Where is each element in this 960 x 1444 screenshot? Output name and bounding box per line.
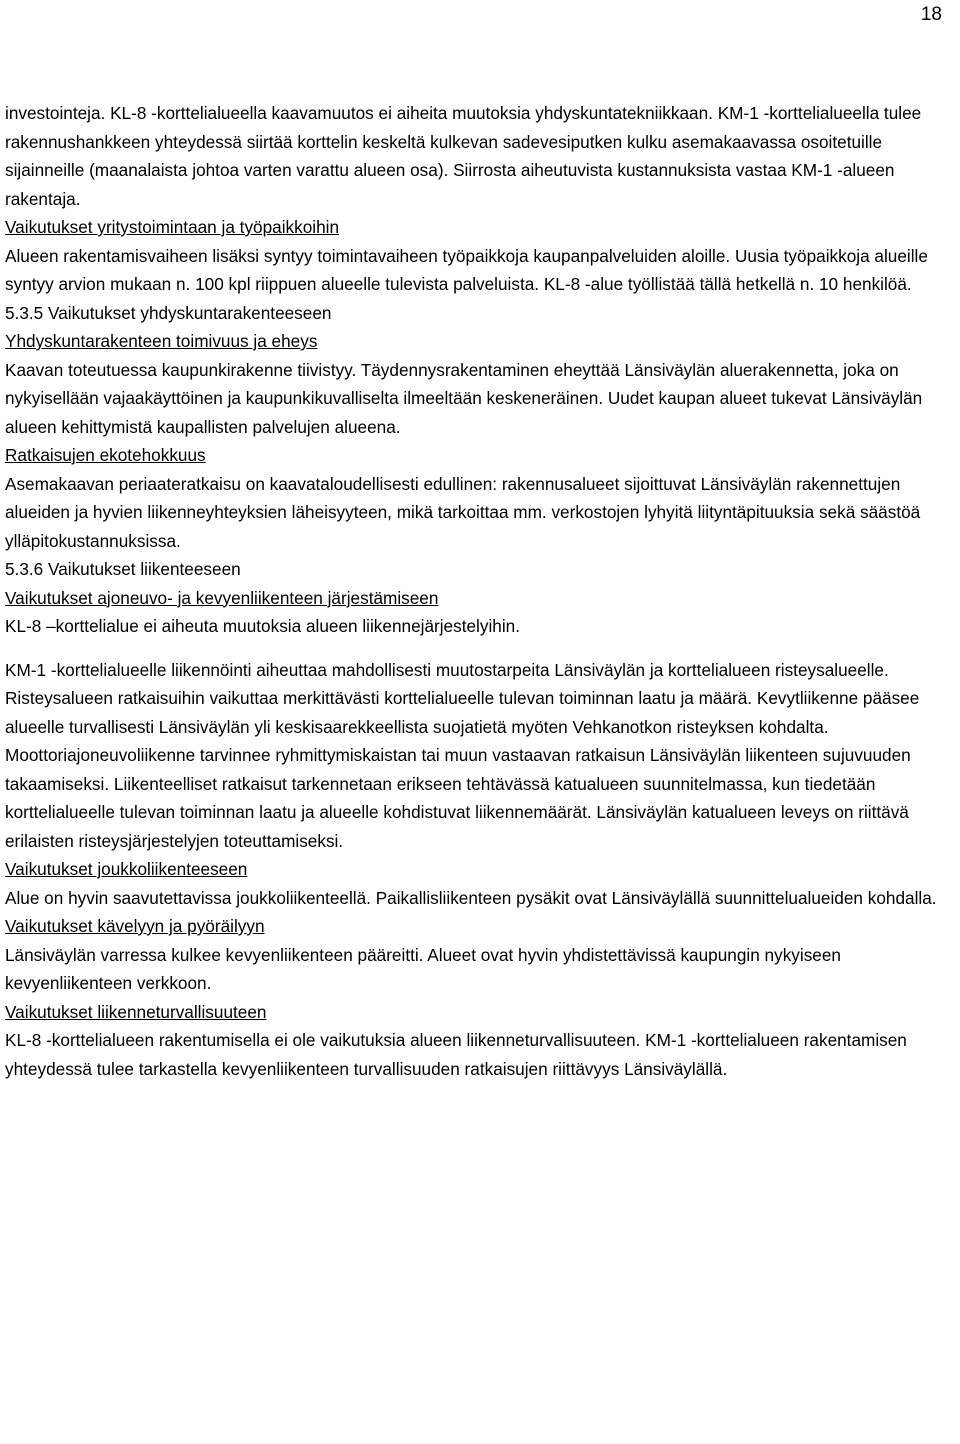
- subheading-traffic-safety: Vaikutukset liikenneturvallisuuteen: [5, 1001, 267, 1022]
- paragraph-business-jobs: Alueen rakentamisvaiheen lisäksi syntyy toimintavaiheen työpaikkoja kaupanpalveluiden aloille. Uusia työpaikkoja alueille syntyy arvion mukaan n. 100 kpl riippuen alueelle tulevista palveluista. KL-8 -alue työllistää tällä hetkellä n. 10 henkilöä.: [5, 245, 928, 294]
- paragraph-eco-efficiency: Asemakaavan periaateratkaisu on kaavataloudellisesti edullinen: rakennusalueet sijoittuvat Länsiväylän rakennettujen alueiden ja hyvien liikenneyhteyksien läheisyyteen, mikä tarkoittaa mm. verkostojen lyhyitä liityntäpituuksia sekä säästöä ylläpitokustannuksissa.: [5, 473, 921, 551]
- subheading-walking-cycling: Vaikutukset kävelyyn ja pyöräilyyn: [5, 916, 265, 936]
- section-heading-5-3-6: 5.3.6 Vaikutukset liikenteeseen: [5, 559, 241, 579]
- section-heading-5-3-5: 5.3.5 Vaikutukset yhdyskuntarakenteeseen: [5, 302, 332, 323]
- document-body: [5, 99, 950, 1083]
- subheading-eco-efficiency: Ratkaisujen ekotehokkuus: [5, 445, 206, 465]
- paragraph-urban-structure: Kaavan toteutuessa kaupunkirakenne tiivistyy. Täydennysrakentaminen eheyttää Länsiväylän aluerakennetta, joka on nykyisellään vajaakäyttöinen ja kaupunkikuvalliselta ilmeeltään keskeneräinen. Uudet kaupan alueet tukevat Länsiväylän alueen kehittymistä kaupallisten palvelujen alueena.: [5, 359, 923, 437]
- subheading-business-jobs: Vaikutukset yritystoimintaan ja työpaikkoihin: [5, 217, 340, 237]
- paragraph-infrastructure: investointeja. KL-8 -korttelialueella kaavamuutos ei aiheita muutoksia yhdyskuntatekniikkaan. KM-1 -korttelialueella tulee rakennushankkeen yhteydessä siirtää korttelin keskeltä kulkevan sadevesiputken kulku asemakaavassa osoitetuille sijainneille (maanalaista johtoa varten varattu alueen osa). Siirrosta aiheutuvista kustannuksista vastaa KM-1 -alueen rakentaja.: [5, 103, 922, 209]
- paragraph-km1-traffic: KM-1 -korttelialueelle liikennöinti aiheuttaa mahdollisesti muutostarpeita Länsiväylän ja korttelialueen risteysalueelle. Risteysalueen ratkaisuihin vaikuttaa merkittävästi korttelialueelle tulevan toiminnan laatu ja määrä. Kevytliikenne pääsee alueelle turvallisesti Länsiväylän yli keskisaarekkeellista suojatietä myöten Vehkanotkon risteyksen kohdalta. Moottoriajoneuvoliikenne tarvinnee ryhmittymiskaistan tai muun vastaavan ratkaisun Länsiväylän liikenteen sujuvuuden takaamiseksi. Liikenteelliset ratkaisut tarkennetaan erikseen tehtävässä katualueen suunnitelmassa, kun tiedetään korttelialueelle tulevan toiminnan laatu ja alueelle kohdistuvat liikennemäärät. Länsiväylän katualueen leveys on riittävä erilaisten risteysjärjestelyjen toteuttamiseksi.: [5, 659, 920, 851]
- subheading-vehicle-traffic: Vaikutukset ajoneuvo- ja kevyenliikenteen järjestämiseen: [5, 587, 439, 608]
- paragraph-traffic-safety: KL-8 -korttelialueen rakentumisella ei ole vaikutuksia alueen liikenneturvallisuuteen. KM-1 -korttelialueen rakentamisen yhteydessä tulee tarkastella kevyenliikenteen turvallisuuden ratkaisujen riittävyys Länsiväylällä.: [5, 1030, 907, 1079]
- subheading-urban-structure: Yhdyskuntarakenteen toimivuus ja eheys: [5, 331, 318, 351]
- paragraph-public-transport: Alue on hyvin saavutettavissa joukkoliikenteellä. Paikallisliikenteen pysäkit ovat Länsiväylällä suunnittelualueiden kohdalla.: [5, 887, 937, 908]
- paragraph-kl8-traffic: KL-8 –korttelialue ei aiheuta muutoksia alueen liikennejärjestelyihin.: [5, 616, 520, 636]
- paragraph-walking-cycling: Länsiväylän varressa kulkee kevyenliikenteen pääreitti. Alueet ovat hyvin yhdistettävissä kaupungin nykyiseen kevyenliikenteen verkkoon.: [5, 944, 841, 993]
- page-number: 18: [920, 4, 942, 25]
- subheading-public-transport: Vaikutukset joukkoliikenteeseen: [5, 859, 248, 879]
